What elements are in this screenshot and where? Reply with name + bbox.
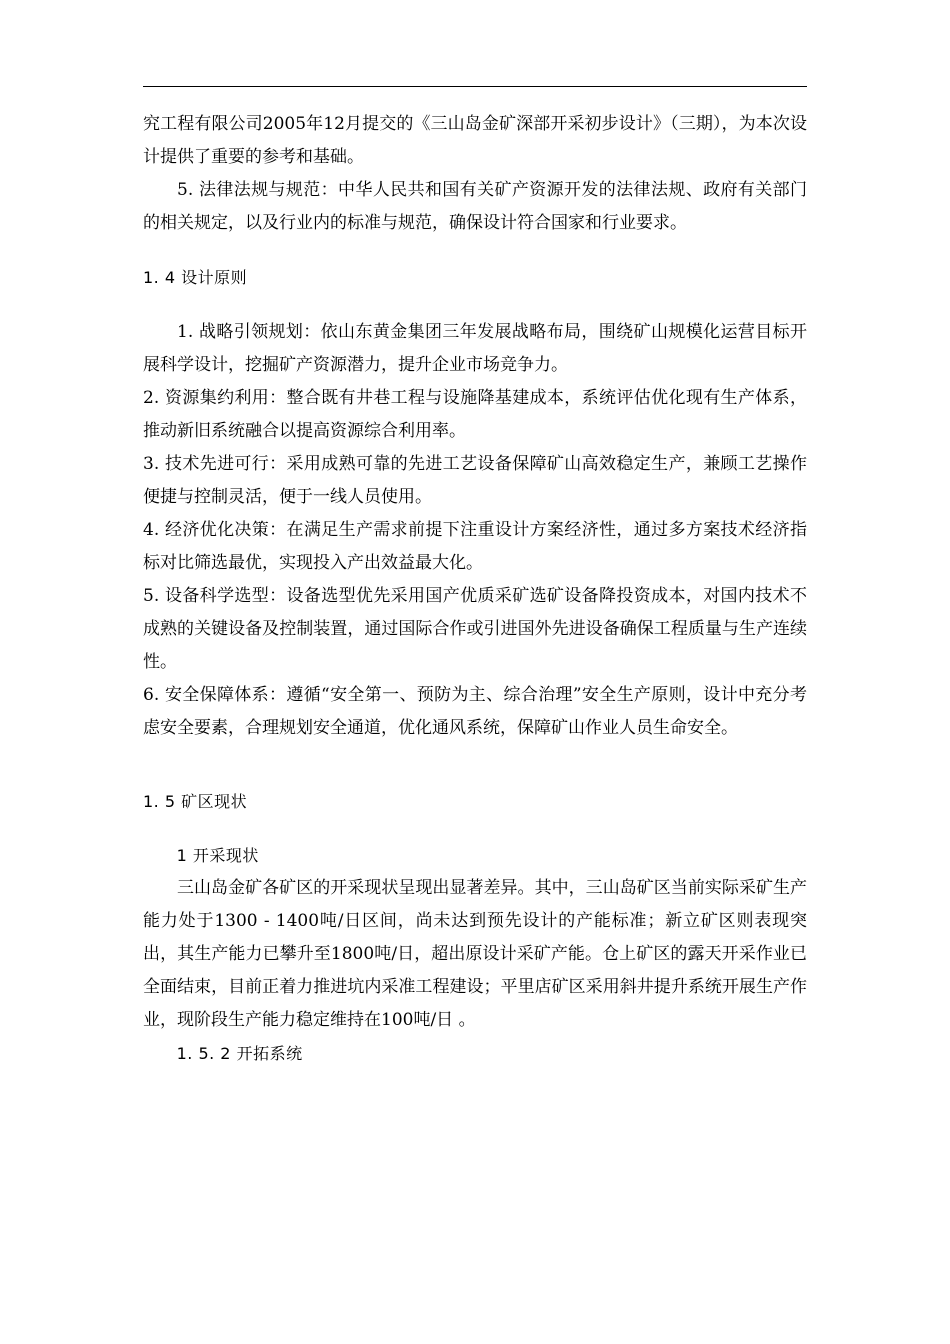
document-body [143,108,807,1070]
subsection-heading-mining-status: 1 开采现状 [176,846,259,865]
subsection-heading-development-system: 1. 5. 2 开拓系统 [176,1044,303,1063]
principle-item: 1. 战略引领规划：依山东黄金集团三年发展战略布局，围绕矿山规模化运营目标开展科学设计，挖掘矿产资源潜力，提升企业市场竞争力。 [143,322,807,375]
mining-status-paragraph: 三山岛金矿各矿区的开采现状呈现出显著差异。其中，三山岛矿区当前实际采矿生产能力处于1300 - 1400吨/日区间，尚未达到预先设计的产能标准；新立矿区则表现突出，其生产能力已攀升至1800吨/日，超出原设计采矿产能。仓上矿区的露天开采作业已全面结束，目前正着力推进坑内采准工程建设；平里店矿区采用斜井提升系统开展生产作业，现阶段生产能力稳定维持在100吨/日 。 [143,878,807,1030]
legal-basis-paragraph: 5. 法律法规与规范：中华人民共和国有关矿产资源开发的法律法规、政府有关部门的相关规定，以及行业内的标准与规范，确保设计符合国家和行业要求。 [143,180,807,233]
principle-item: 5. 设备科学选型：设备选型优先采用国产优质采矿选矿设备降投资成本，对国内技术不成熟的关键设备及控制装置，通过国际合作或引进国外先进设备确保工程质量与生产连续性。 [143,586,807,672]
continuation-paragraph: 究工程有限公司2005年12月提交的《三山岛金矿深部开采初步设计》（三期），为本次设计提供了重要的参考和基础。 [143,114,807,167]
principle-item: 3. 技术先进可行：采用成熟可靠的先进工艺设备保障矿山高效稳定生产，兼顾工艺操作便捷与控制灵活，便于一线人员使用。 [143,454,807,507]
header-rule [143,86,807,87]
principle-item: 4. 经济优化决策：在满足生产需求前提下注重设计方案经济性，通过多方案技术经济指标对比筛选最优，实现投入产出效益最大化。 [143,520,807,573]
section-heading-1-5: 1. 5 矿区现状 [143,792,248,811]
section-heading-1-4: 1. 4 设计原则 [143,268,248,287]
principle-item: 2. 资源集约利用：整合既有井巷工程与设施降基建成本，系统评估优化现有生产体系，推动新旧系统融合以提高资源综合利用率。 [143,388,807,441]
principle-item: 6. 安全保障体系：遵循“安全第一、预防为主、综合治理”安全生产原则，设计中充分考虑安全要素，合理规划安全通道，优化通风系统，保障矿山作业人员生命安全。 [143,685,807,738]
